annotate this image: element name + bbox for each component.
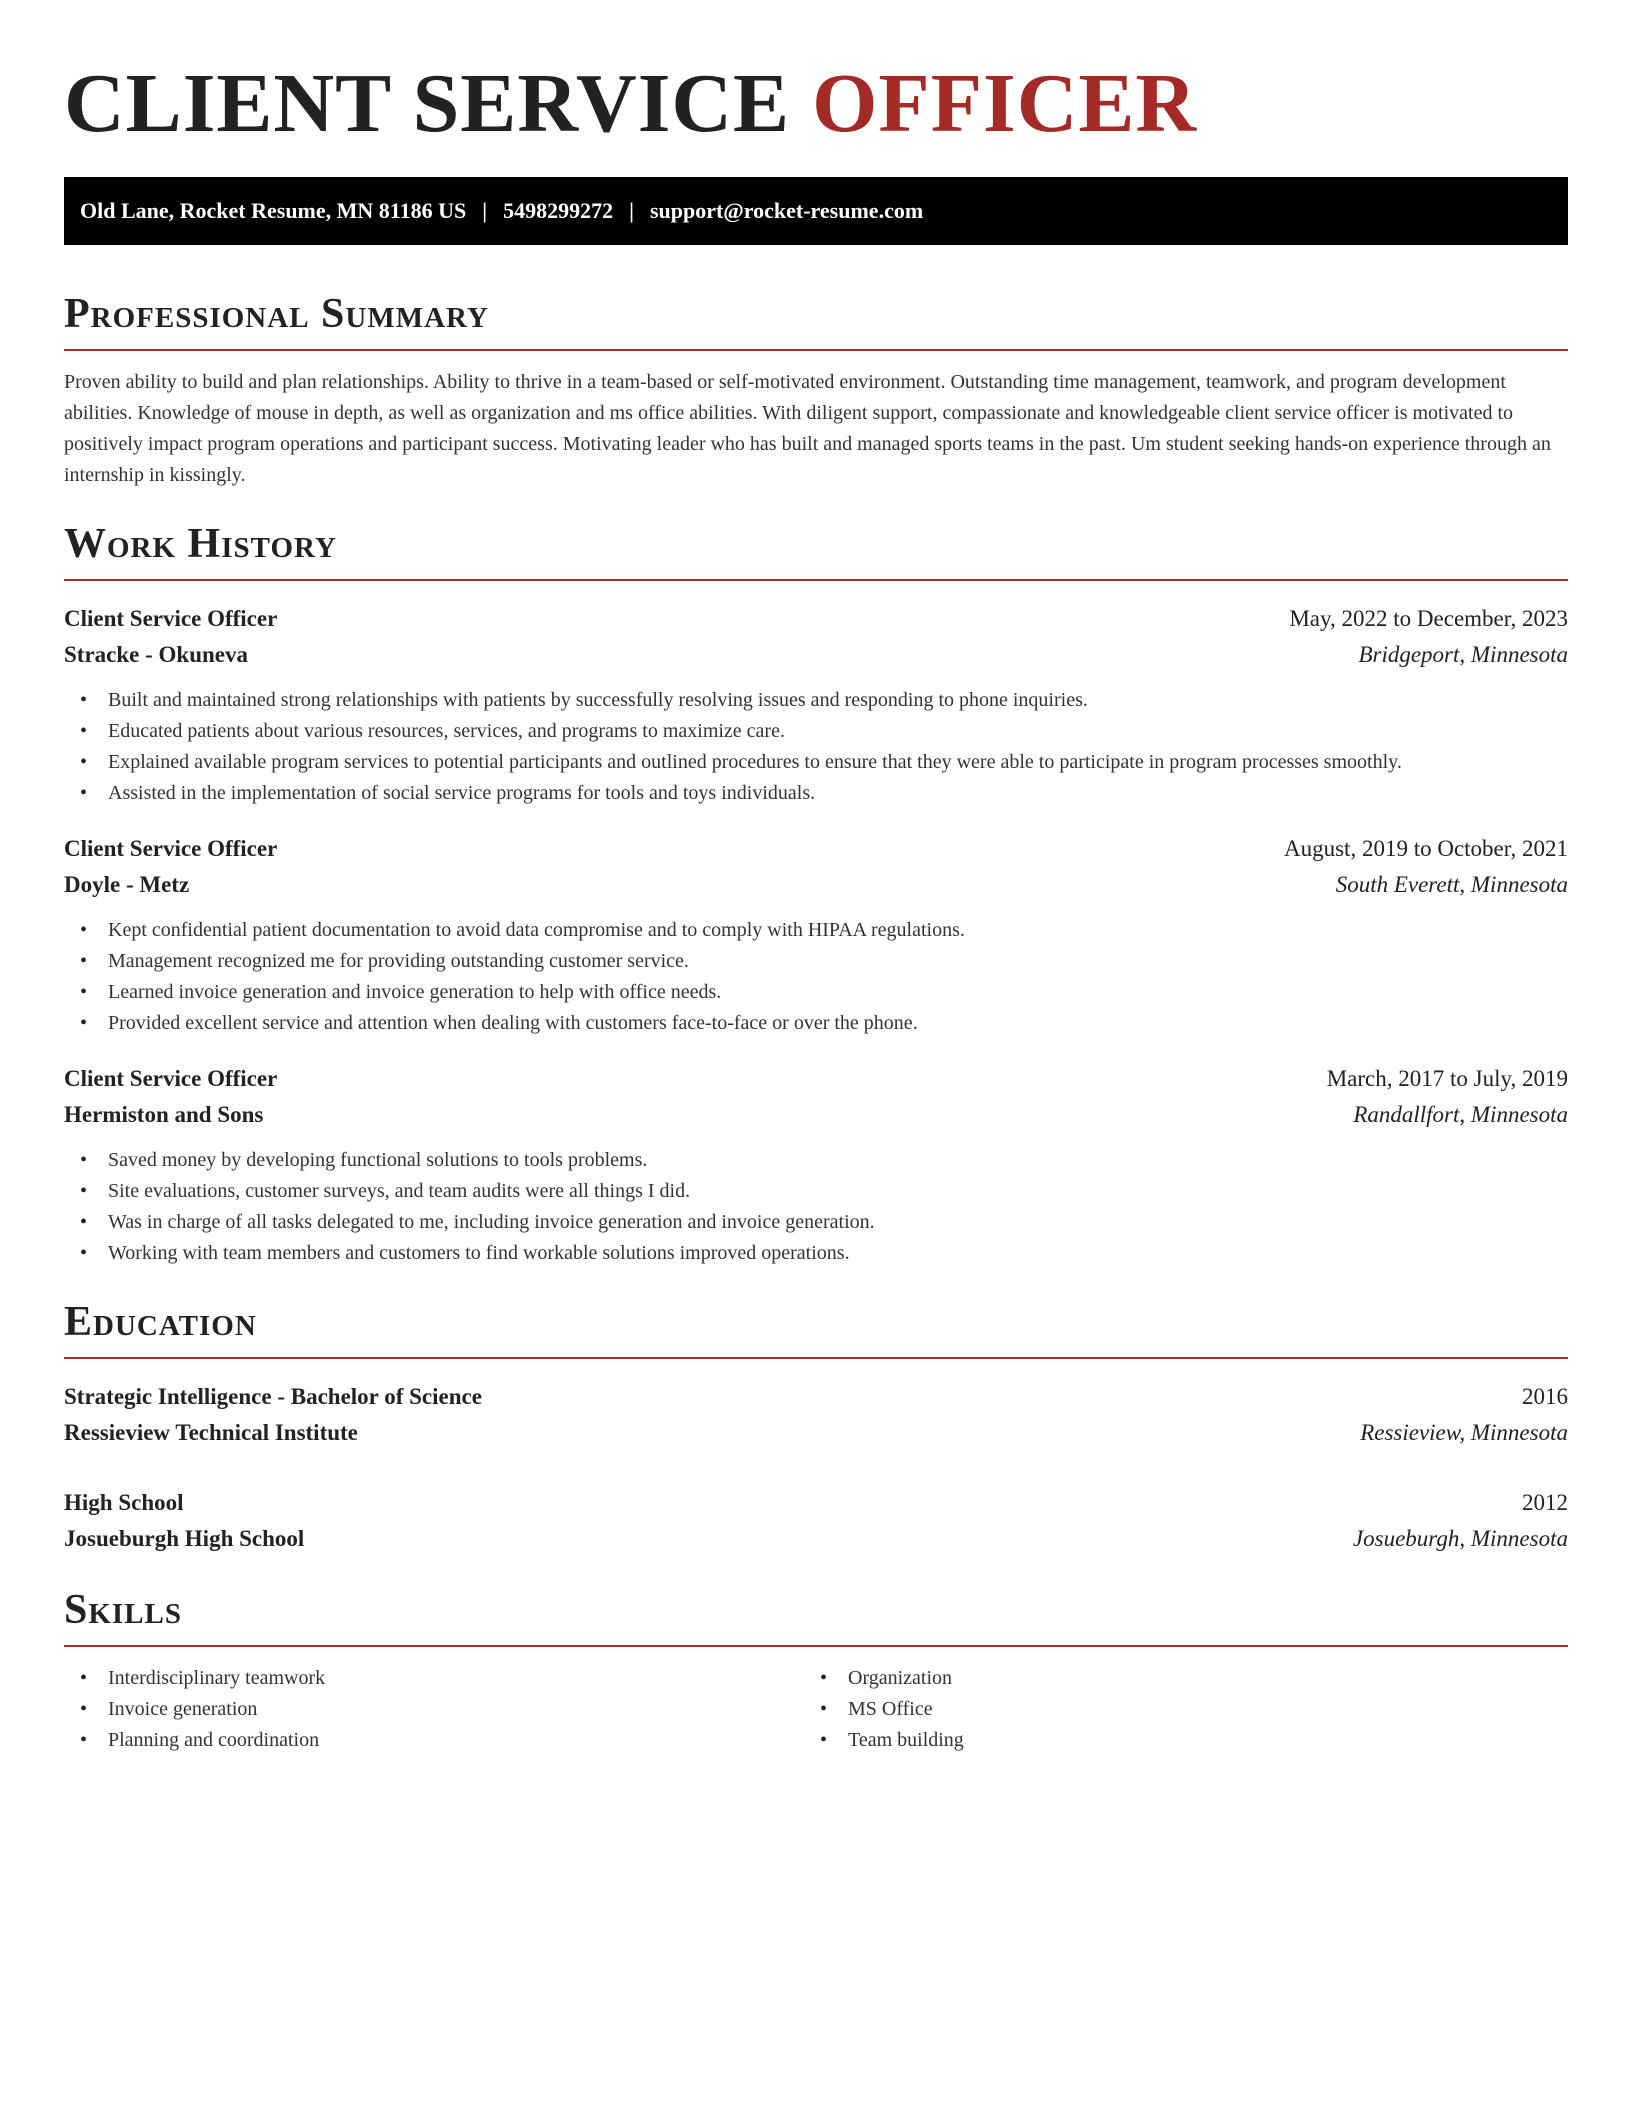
- contact-separator: |: [629, 198, 634, 223]
- education-degree: High School: [64, 1490, 184, 1515]
- job-bullet: • Site evaluations, customer surveys, and team audits were all things I did.: [64, 1176, 1568, 1207]
- job-dates: August, 2019 to October, 2021: [1284, 836, 1568, 861]
- job-bullets: [64, 915, 1568, 1039]
- summary-heading: Professional Summary: [64, 291, 489, 337]
- job-bullet: • Explained available program services to potential participants and outlined procedures to ensure that they were able to participate in program processes smoothly.: [64, 747, 1568, 778]
- skill-item: • Invoice generation: [64, 1694, 804, 1725]
- contact-separator: |: [482, 198, 488, 223]
- contact-bar: [64, 177, 1568, 245]
- job-company: Doyle - Metz: [64, 872, 190, 897]
- education-entry: [64, 1379, 1568, 1451]
- section-divider: [64, 1645, 1568, 1647]
- job-entry: [64, 831, 1568, 1039]
- job-title: Client Service Officer: [64, 836, 278, 861]
- skills-grid: [64, 1663, 1568, 1756]
- job-location: Randallfort, Minnesota: [1353, 1102, 1568, 1127]
- education-year: 2012: [1522, 1490, 1568, 1515]
- job-dates: May, 2022 to December, 2023: [1289, 606, 1568, 631]
- summary-text: Proven ability to build and plan relationships. Ability to thrive in a team-based or self-motivated environment. Outstanding time management, teamwork, and program development abilities. Knowledge of mouse in depth, as well as organization and ms office abilities. With diligent support, compassionate and knowledgeable client service officer is motivated to positively impact program operations and participant success. Motivating leader who has built and managed sports teams in the past. Um student seeking hands-on experience through an internship in kissingly.: [64, 371, 1551, 486]
- resume-title: [64, 0, 1568, 154]
- job-company: Hermiston and Sons: [64, 1102, 264, 1127]
- contact-phone: 5498299272: [503, 198, 614, 223]
- education-heading: Education: [64, 1299, 257, 1345]
- job-bullets: [64, 685, 1568, 809]
- title-accent: OFFICER: [812, 57, 1198, 150]
- job-bullet: • Kept confidential patient documentation to avoid data compromise and to comply with HIPAA regulations.: [64, 915, 1568, 946]
- job-bullet: • Was in charge of all tasks delegated to me, including invoice generation and invoice generation.: [64, 1207, 1568, 1238]
- skill-item: • Team building: [804, 1725, 1544, 1756]
- job-bullets: [64, 1145, 1568, 1269]
- skills-heading: Skills: [64, 1587, 183, 1633]
- job-entry: [64, 601, 1568, 809]
- skill-item: • Interdisciplinary teamwork: [64, 1663, 804, 1694]
- education-location: Josueburgh, Minnesota: [1352, 1526, 1568, 1551]
- education-year: 2016: [1522, 1384, 1568, 1409]
- title-main: CLIENT SERVICE: [64, 57, 791, 150]
- job-bullet: • Built and maintained strong relationships with patients by successfully resolving issues and responding to phone inquiries.: [64, 685, 1568, 716]
- section-divider: [64, 1357, 1568, 1359]
- education-school: Josueburgh High School: [64, 1526, 305, 1551]
- contact-address: Old Lane, Rocket Resume, MN 81186 US: [80, 198, 467, 223]
- job-location: South Everett, Minnesota: [1335, 872, 1568, 897]
- skill-item: • Planning and coordination: [64, 1725, 804, 1756]
- skills-column-right: [804, 1663, 1544, 1756]
- skill-item: • Organization: [804, 1663, 1544, 1694]
- job-company: Stracke - Okuneva: [64, 642, 248, 667]
- education-entry: [64, 1485, 1568, 1557]
- skills-column-left: [64, 1663, 804, 1756]
- work-history-heading: Work History: [64, 521, 337, 567]
- section-divider: [64, 579, 1568, 581]
- job-bullet: • Learned invoice generation and invoice generation to help with office needs.: [64, 977, 1568, 1008]
- job-dates: March, 2017 to July, 2019: [1326, 1066, 1568, 1091]
- section-divider: [64, 349, 1568, 351]
- job-bullet: • Assisted in the implementation of social service programs for tools and toys individuals.: [64, 778, 1568, 809]
- job-bullet: • Educated patients about various resources, services, and programs to maximize care.: [64, 716, 1568, 747]
- education-school: Ressieview Technical Institute: [64, 1420, 358, 1445]
- education-degree: Strategic Intelligence - Bachelor of Science: [64, 1384, 482, 1409]
- skill-item: • MS Office: [804, 1694, 1544, 1725]
- job-bullet: • Saved money by developing functional solutions to tools problems.: [64, 1145, 1568, 1176]
- job-location: Bridgeport, Minnesota: [1358, 642, 1568, 667]
- job-title: Client Service Officer: [64, 1066, 278, 1091]
- contact-email: support@rocket-resume.com: [649, 198, 924, 223]
- job-bullet: • Provided excellent service and attention when dealing with customers face-to-face or over the phone.: [64, 1008, 1568, 1039]
- job-entry: [64, 1061, 1568, 1269]
- education-location: Ressieview, Minnesota: [1360, 1420, 1568, 1445]
- job-bullet: • Management recognized me for providing outstanding customer service.: [64, 946, 1568, 977]
- job-title: Client Service Officer: [64, 606, 278, 631]
- job-bullet: • Working with team members and customers to find workable solutions improved operations.: [64, 1238, 1568, 1269]
